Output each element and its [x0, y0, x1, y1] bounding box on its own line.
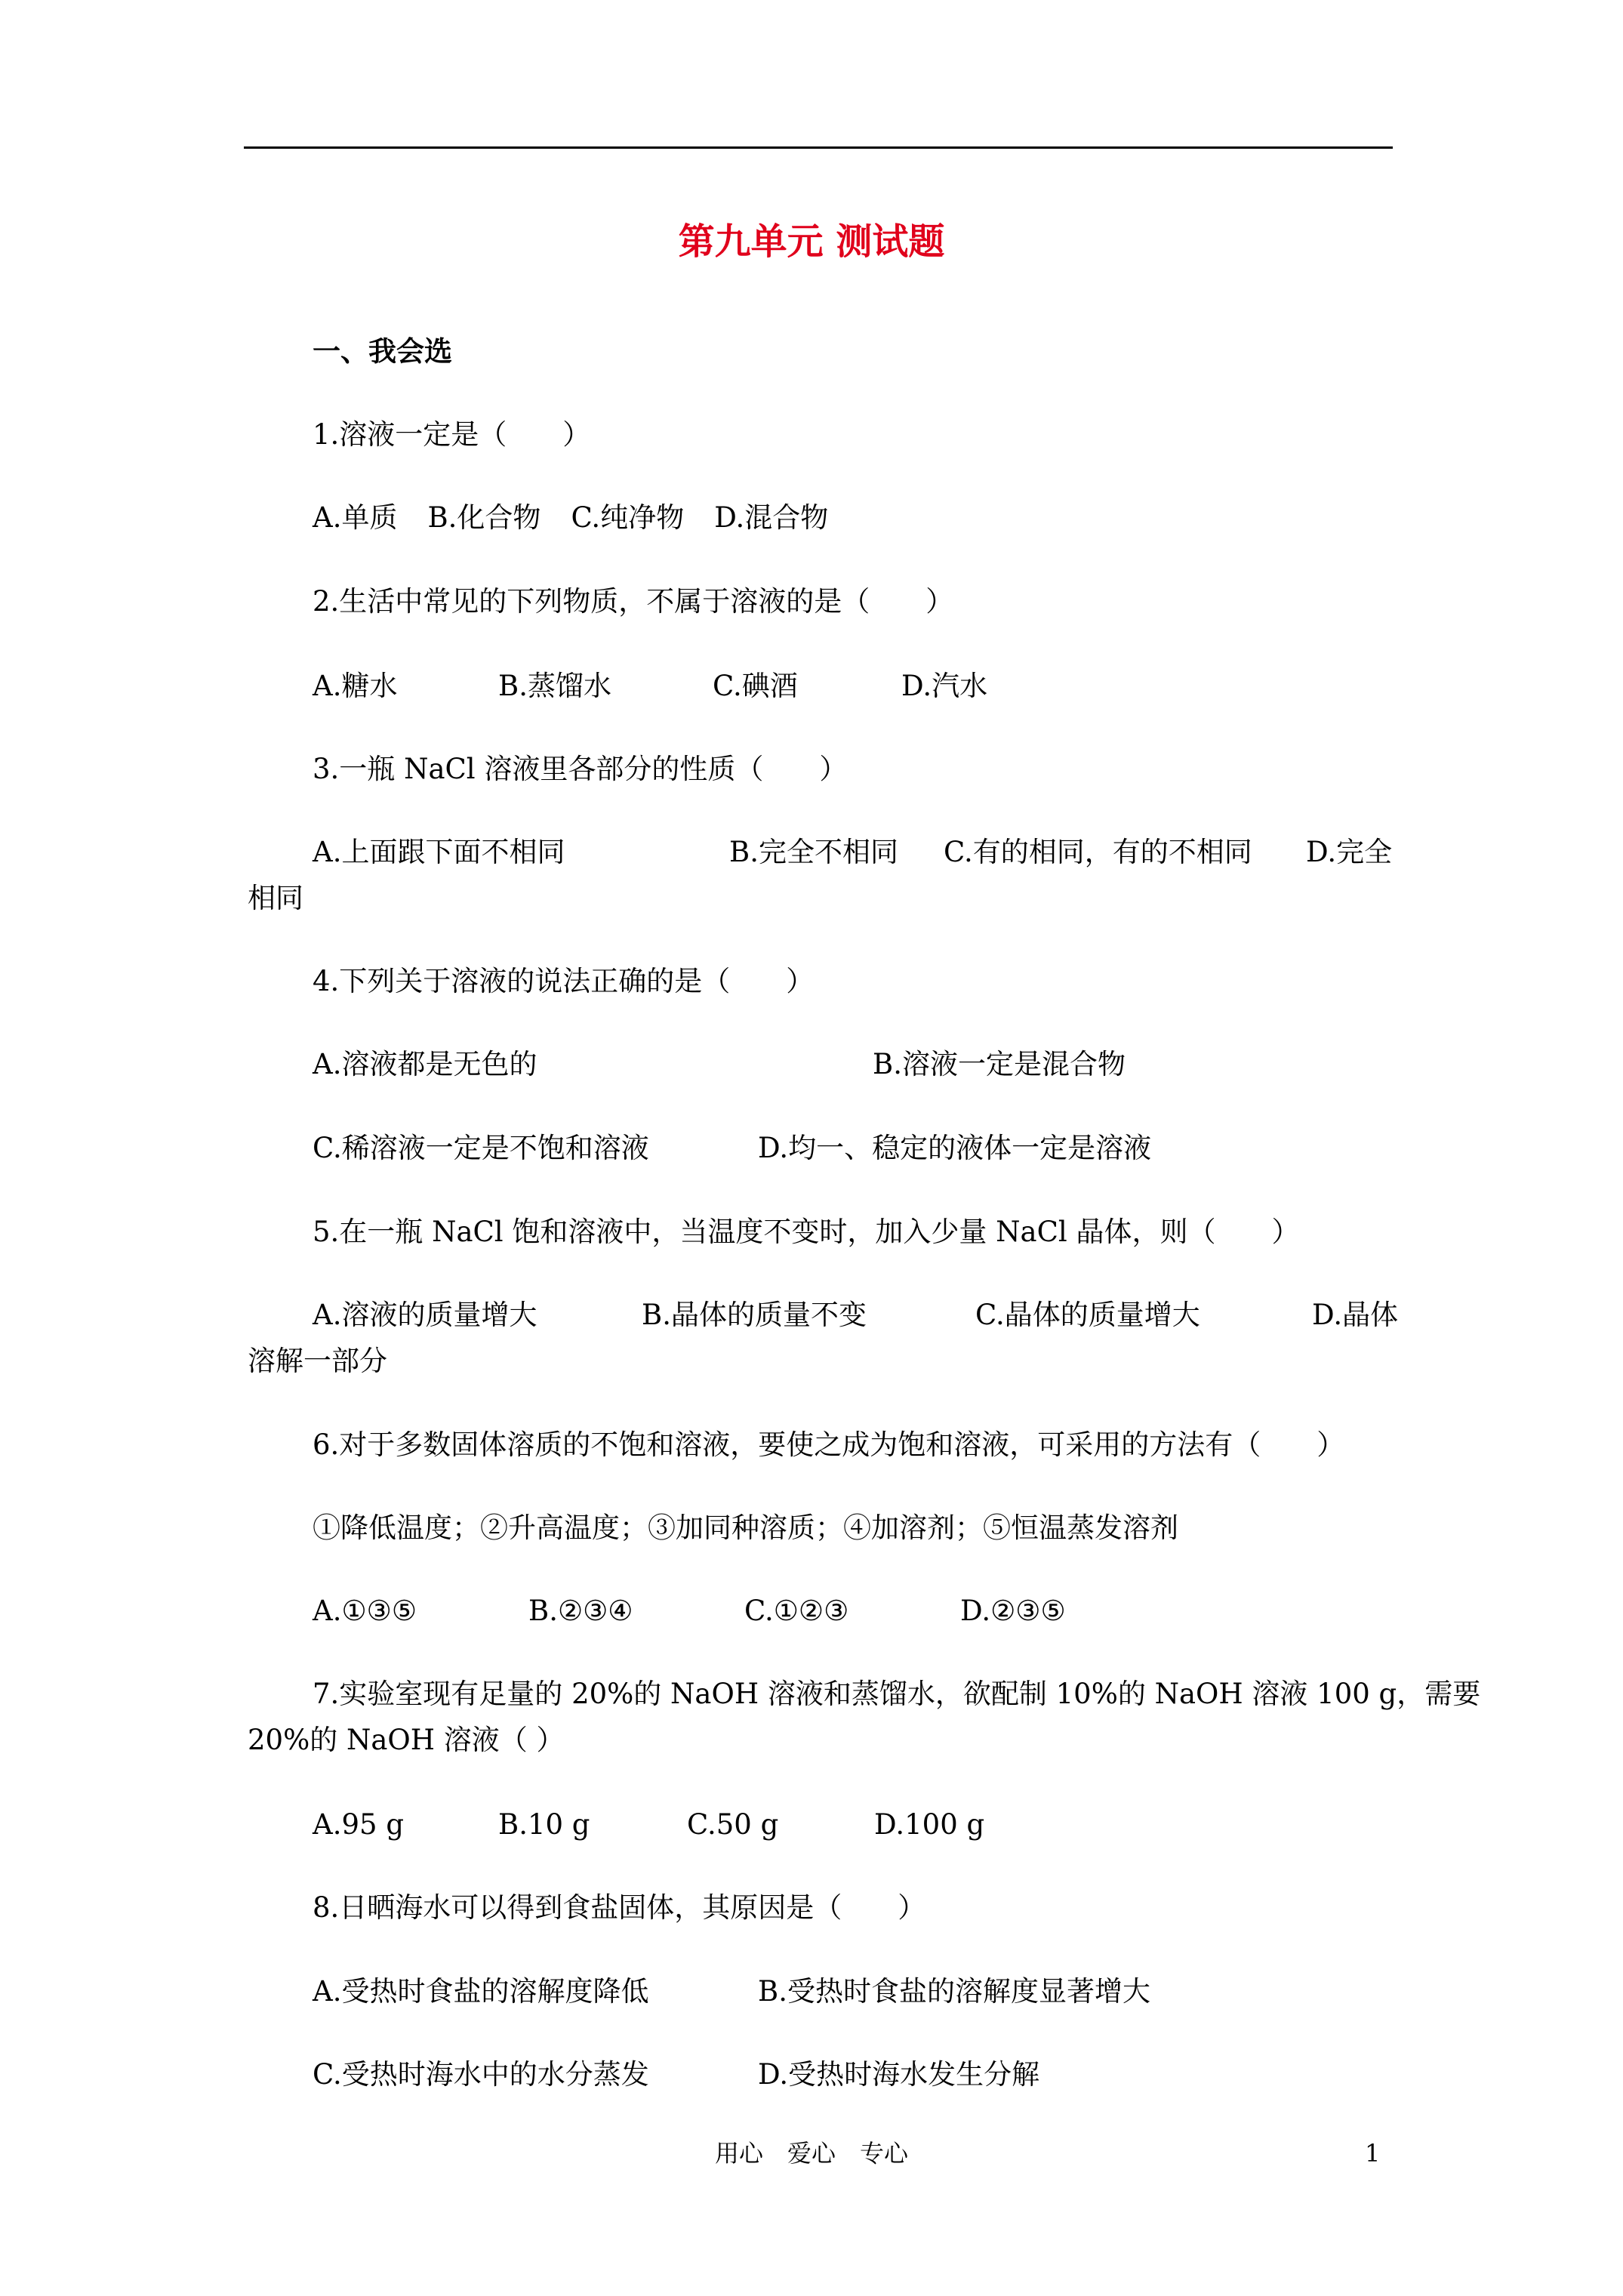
option-c: C.50 g [687, 1808, 779, 1841]
option-c: C.纯净物 [571, 501, 685, 534]
option-a: A.糖水 [313, 670, 398, 702]
option-c: C.受热时海水中的水分蒸发 [313, 2058, 649, 2091]
option-a: A.上面跟下面不相同 [313, 836, 565, 868]
option-c: C.稀溶液一定是不饱和溶液 [313, 1132, 649, 1164]
option-a: A.溶液都是无色的 [313, 1048, 537, 1080]
option-b: B.化合物 [427, 501, 541, 534]
page-number: 1 [1365, 2139, 1381, 2168]
question-5-stem: 5.在一瓶 NaCl 饱和溶液中，当温度不变时，加入少量 NaCl 晶体，则（ ） [313, 1216, 1300, 1248]
option-b: B.溶液一定是混合物 [873, 1048, 1126, 1080]
footer-motto: 用心 爱心 专心 [714, 2139, 908, 2168]
question-4-stem: 4.下列关于溶液的说法正确的是（ ） [313, 965, 815, 997]
option-c: C.①②③ [744, 1595, 849, 1627]
header-rule [244, 146, 1393, 149]
option-d-part1: D.完全 [1306, 836, 1393, 868]
question-1-stem: 1.溶液一定是（ ） [313, 418, 591, 451]
question-2-stem: 2.生活中常见的下列物质，不属于溶液的是（ ） [313, 585, 954, 618]
option-d: D.混合物 [714, 501, 829, 534]
option-d: D.均一、稳定的液体一定是溶液 [758, 1132, 1152, 1164]
option-b: B.10 g [498, 1808, 590, 1841]
option-d: D.②③⑤ [960, 1595, 1066, 1627]
option-d-part2: 溶解一部分 [248, 1345, 387, 1377]
option-d-part1: D.晶体 [1312, 1299, 1399, 1331]
question-1-options [313, 497, 828, 539]
option-b: B.晶体的质量不变 [642, 1299, 867, 1331]
question-8-stem: 8.日晒海水可以得到食盐固体，其原因是（ ） [313, 1891, 926, 1924]
option-d: D.汽水 [901, 670, 988, 702]
option-c: C.碘酒 [713, 670, 798, 702]
option-b: B.蒸馏水 [498, 670, 611, 702]
question-6-methods: ①降低温度；②升高温度；③加同种溶质；④加溶剂；⑤恒温蒸发溶剂 [313, 1512, 1178, 1544]
option-c: C.有的相同，有的不相同 [944, 836, 1252, 868]
section-heading: 一、我会选 [313, 335, 452, 368]
option-d: D.受热时海水发生分解 [758, 2058, 1040, 2091]
option-a: A.单质 [313, 501, 398, 534]
option-b: B.完全不相同 [729, 836, 898, 868]
option-c: C.晶体的质量增大 [975, 1299, 1200, 1331]
option-b: B.②③④ [528, 1595, 633, 1627]
question-7-stem-part2: 20%的 NaOH 溶液（ ） [248, 1724, 565, 1756]
option-d-part2: 相同 [248, 882, 303, 914]
option-a: A.溶液的质量增大 [313, 1299, 537, 1331]
option-d: D.100 g [874, 1808, 985, 1841]
option-a: A.受热时食盐的溶解度降低 [313, 1975, 649, 2008]
option-a: A.①③⑤ [313, 1595, 417, 1627]
question-6-stem: 6.对于多数固体溶质的不饱和溶液，要使之成为饱和溶液，可采用的方法有（ ） [313, 1428, 1345, 1461]
option-a: A.95 g [313, 1808, 405, 1841]
question-7-stem-part1: 7.实验室现有足量的 20%的 NaOH 溶液和蒸馏水，欲配制 10%的 NaOH 溶液 100 g，需要 [313, 1678, 1481, 1710]
question-3-stem: 3.一瓶 NaCl 溶液里各部分的性质（ ） [313, 753, 848, 785]
page-title: 第九单元 测试题 [678, 220, 945, 263]
option-b: B.受热时食盐的溶解度显著增大 [758, 1975, 1150, 2008]
